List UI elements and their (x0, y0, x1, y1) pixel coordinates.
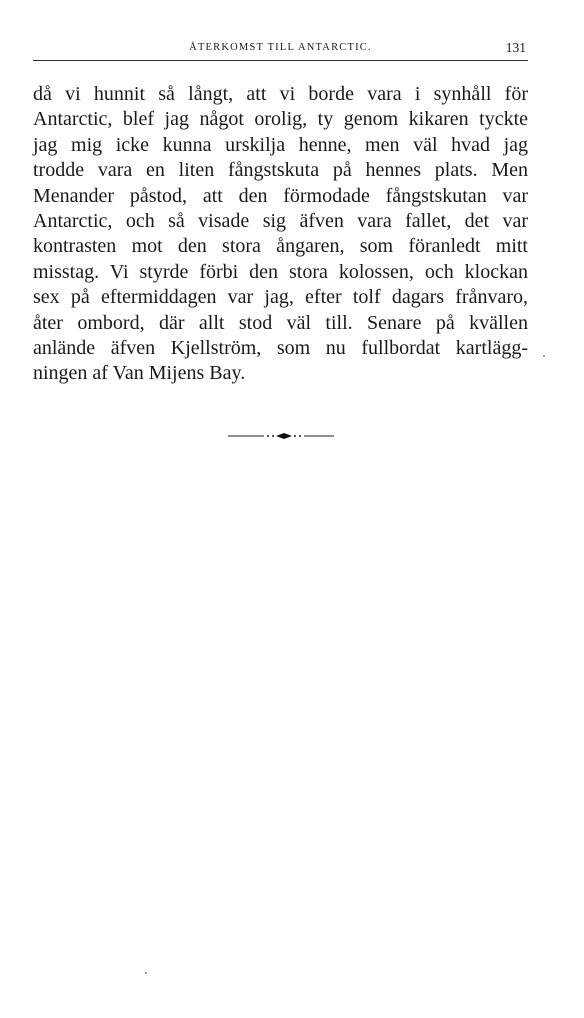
text-line: misstag. Vi styrde förbi den stora kolossen, och klockan (33, 260, 528, 283)
text-line: anlände äfven Kjellström, som nu fullbordat kartlägg- (33, 336, 528, 359)
text-line: trodde vara en liten fångstskuta på hennes plats. Men (33, 159, 528, 182)
ornament-divider (228, 430, 334, 442)
speck-mark (543, 355, 545, 357)
text-line: då vi hunnit så långt, att vi borde vara i synhåll för (33, 83, 528, 105)
text-line: åter ombord, där allt stod väl till. Senare på kvällen (33, 311, 528, 334)
text-line: Menander påstod, att den förmodade fångstskutan var (33, 184, 528, 207)
speck-mark (145, 972, 147, 974)
body-paragraph (33, 82, 528, 387)
text-line: Antarctic, blef jag något orolig, ty genom kikaren tyckte (33, 108, 528, 131)
running-head (33, 38, 528, 61)
page-number: 131 (505, 40, 526, 55)
text-line: sex på eftermiddagen var jag, efter tolf dagars frånvaro, (33, 286, 528, 309)
text-line: jag mig icke kunna urskilja henne, men väl hvad jag (33, 133, 528, 156)
text-line: ningen af Van Mijens Bay. (33, 362, 246, 385)
text-line: Antarctic, och så visade sig äfven vara fallet, det var (33, 209, 528, 232)
text-line: kontrasten mot den stora ångaren, som föranledt mitt (33, 235, 528, 258)
running-title: ÅTERKOMST TILL ANTARCTIC. (189, 42, 372, 53)
